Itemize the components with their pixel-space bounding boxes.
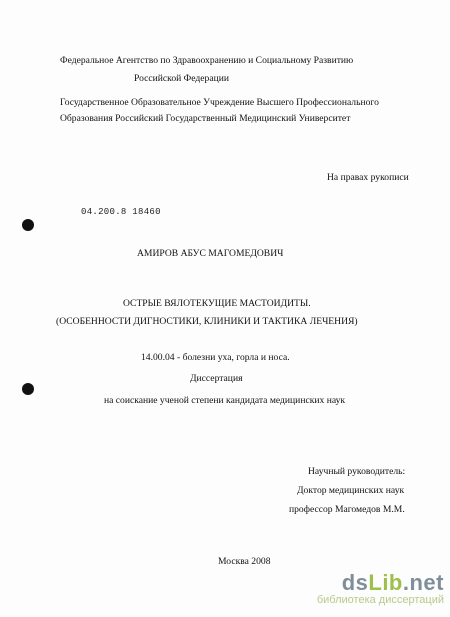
header-line-2: Российской Федерации xyxy=(134,73,229,84)
rights-note: На правах рукописи xyxy=(327,172,409,183)
title-line-2: (ОСОБЕННОСТИ ДИГНОСТИКИ, КЛИНИКИ И ТАКТИКА ЛЕЧЕНИЯ) xyxy=(56,316,358,327)
watermark-subtitle: библиотека диссертаций xyxy=(316,594,444,606)
supervisor-degree: Доктор медицинских наук xyxy=(297,485,405,496)
city-year: Москва 2008 xyxy=(218,556,271,567)
author-name: АМИРОВ АБУС МАГОМЕДОВИЧ xyxy=(137,248,284,259)
title-line-1: ОСТРЫЕ ВЯЛОТЕКУЩИЕ МАСТОИДИТЫ. xyxy=(123,298,311,309)
document-type: Диссертация xyxy=(190,373,243,384)
dslib-watermark xyxy=(317,572,444,607)
logo-net-part: .net xyxy=(402,570,444,595)
specialty: 14.00.04 - болезни уха, горла и носа. xyxy=(141,352,290,363)
logo-ds-part: ds xyxy=(341,570,369,595)
header-line-3: Государственное Образовательное Учреждение Высшего Профессионального xyxy=(60,97,379,108)
supervisor-name: профессор Магомедов М.М. xyxy=(289,504,405,515)
degree-line: на соискание ученой степени кандидата медицинских наук xyxy=(104,395,346,406)
supervisor-label: Научный руководитель: xyxy=(308,466,406,477)
punch-hole-bottom xyxy=(22,383,34,395)
header-line-4: Образования Российский Государственный Медицинский Университет xyxy=(60,113,351,124)
header-line-1: Федеральное Агентство по Здравоохранению и Социальному Развитию xyxy=(60,55,354,66)
dslib-logo xyxy=(317,572,444,594)
logo-lib-part: Lib xyxy=(368,570,403,595)
punch-hole-top xyxy=(22,219,34,231)
library-stamp-code: 04.200.8 18460 xyxy=(81,207,161,217)
